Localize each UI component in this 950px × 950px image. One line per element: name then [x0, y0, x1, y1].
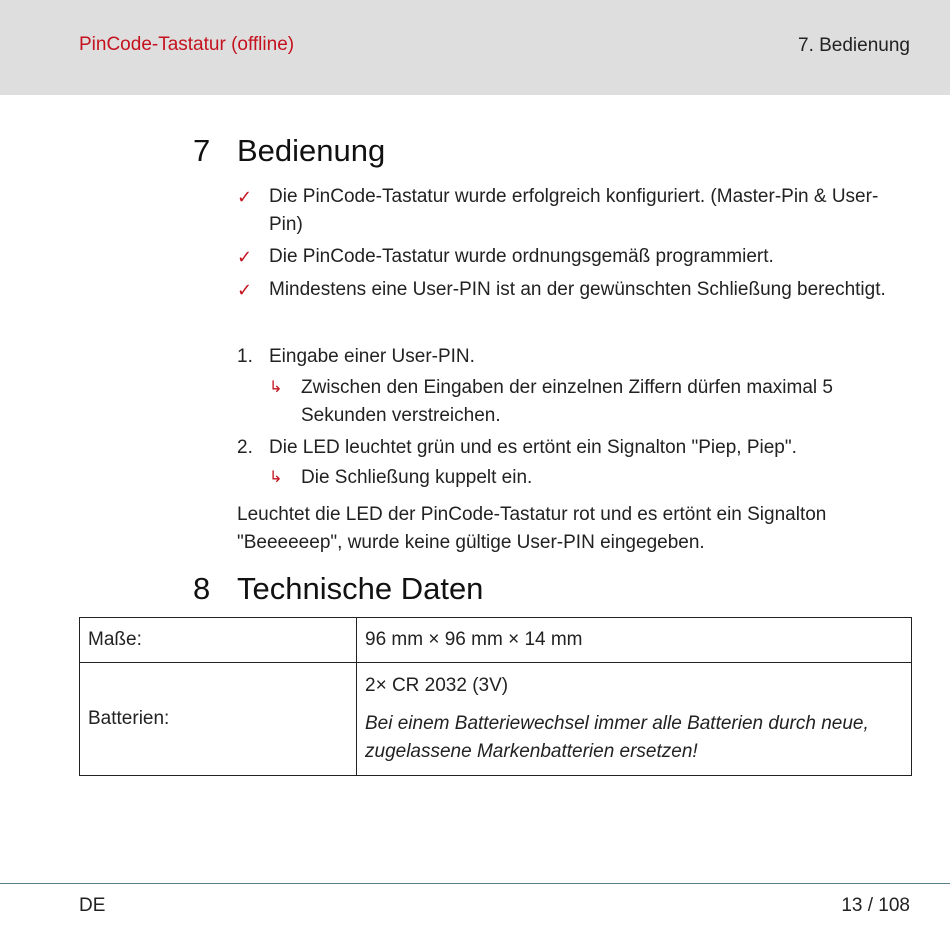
step-text: Die LED leuchtet grün und es ertönt ein Signalton "Piep, Piep".	[269, 437, 797, 458]
step-text: Eingabe einer User-PIN.	[269, 346, 475, 367]
chapter-title: 7. Bedienung	[798, 35, 910, 56]
battery-warning: Bei einem Batteriewechsel immer alle Batterien durch neue, zugelassene Markenbatterien ersetzen!	[365, 713, 869, 762]
step-result-text: Die Schließung kuppelt ein.	[301, 467, 533, 488]
section-7-heading	[193, 133, 385, 169]
spec-value-cell	[357, 663, 912, 776]
step-number: 1.	[237, 346, 253, 367]
spec-value: 2× CR 2032 (3V)	[365, 675, 509, 696]
step-item	[237, 434, 907, 462]
table-row	[80, 663, 912, 776]
step-item	[237, 343, 907, 371]
step-result	[269, 464, 899, 492]
section-title: Technische Daten	[237, 571, 484, 606]
precondition-text: Die PinCode-Tastatur wurde erfolgreich konfiguriert. (Master-Pin & User-Pin)	[269, 186, 879, 235]
error-note: Leuchtet die LED der PinCode-Tastatur rot und es ertönt ein Signalton "Beeeeeep", wurde keine gültige User-PIN eingegeben.	[237, 504, 827, 553]
check-icon: ✓	[237, 247, 253, 267]
language-code: DE	[79, 895, 106, 916]
step-result-text: Zwischen den Eingaben der einzelnen Ziffern dürfen maximal 5 Sekunden verstreichen.	[301, 377, 833, 426]
precondition-item	[237, 183, 907, 239]
section-8-heading	[193, 571, 483, 607]
footer-divider	[0, 883, 950, 884]
step-number: 2.	[237, 437, 253, 458]
section-number: 8	[193, 571, 211, 606]
page-number: 13 / 108	[841, 895, 910, 916]
result-arrow-icon: ↳	[269, 469, 283, 486]
section-title: Bedienung	[237, 133, 386, 168]
table-row	[80, 618, 912, 663]
spec-value: 96 mm × 96 mm × 14 mm	[357, 618, 912, 663]
check-icon: ✓	[237, 187, 253, 207]
document-title: PinCode-Tastatur (offline)	[79, 34, 295, 55]
step-result	[269, 374, 899, 430]
check-icon: ✓	[237, 280, 253, 300]
section-number: 7	[193, 133, 211, 168]
precondition-text: Die PinCode-Tastatur wurde ordnungsgemäß programmiert.	[269, 246, 774, 267]
precondition-item	[237, 243, 907, 271]
spec-label: Batterien:	[80, 663, 357, 776]
precondition-text: Mindestens eine User-PIN ist an der gewünschten Schließung berechtigt.	[269, 279, 886, 300]
precondition-item	[237, 276, 907, 304]
spec-label: Maße:	[80, 618, 357, 663]
spec-table	[79, 617, 912, 776]
result-arrow-icon: ↳	[269, 379, 283, 396]
page-header	[0, 0, 950, 95]
